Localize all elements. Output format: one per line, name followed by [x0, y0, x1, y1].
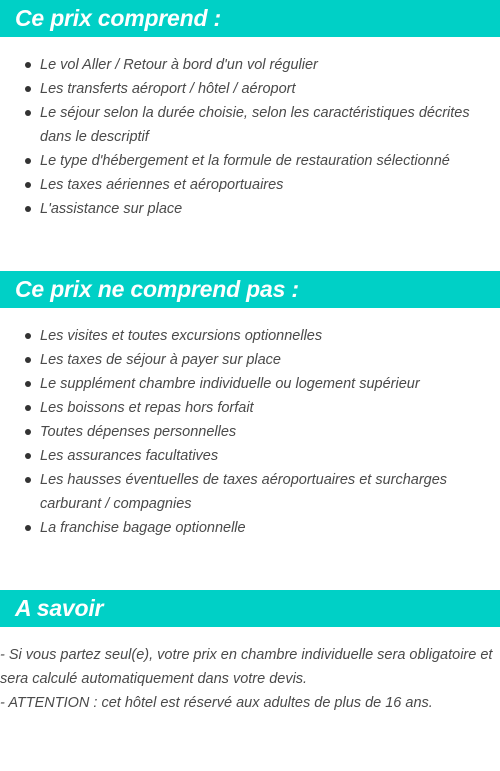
list-item: Les taxes de séjour à payer sur place — [0, 348, 500, 372]
bullet-icon — [25, 477, 31, 483]
bullet-icon — [25, 86, 31, 92]
bullet-icon — [25, 429, 31, 435]
excluded-list — [0, 324, 500, 540]
info-header — [0, 590, 500, 627]
info-title: A savoir — [15, 595, 104, 621]
bullet-icon — [25, 525, 31, 531]
list-item: Le vol Aller / Retour à bord d'un vol régulier — [0, 53, 500, 77]
list-item: Le supplément chambre individuelle ou logement supérieur — [0, 372, 500, 396]
excluded-title: Ce prix ne comprend pas : — [15, 276, 299, 302]
list-item: Les hausses éventuelles de taxes aéroportuaires et surcharges carburant / compagnies — [0, 468, 500, 516]
list-item: Toutes dépenses personnelles — [0, 420, 500, 444]
bullet-icon — [25, 357, 31, 363]
list-item: Le type d'hébergement et la formule de restauration sélectionné — [0, 149, 500, 173]
info-note-single-room: - Si vous partez seul(e), votre prix en chambre individuelle sera obligatoire et sera calculé automatiquement dans votre devis. — [0, 647, 493, 687]
excluded-header — [0, 271, 500, 308]
bullet-icon — [25, 453, 31, 459]
included-list — [0, 53, 500, 221]
list-item: Les assurances facultatives — [0, 444, 500, 468]
info-note-adults-only: - ATTENTION : cet hôtel est réservé aux adultes de plus de 16 ans. — [0, 695, 433, 711]
bullet-icon — [25, 405, 31, 411]
list-item: Le séjour selon la durée choisie, selon les caractéristiques décrites dans le descriptif — [0, 101, 500, 149]
bullet-icon — [25, 381, 31, 387]
bullet-icon — [25, 110, 31, 116]
list-item: Les visites et toutes excursions optionnelles — [0, 324, 500, 348]
included-section — [0, 0, 500, 221]
info-section — [0, 590, 500, 715]
bullet-icon — [25, 182, 31, 188]
included-title: Ce prix comprend : — [15, 5, 221, 31]
info-notes — [0, 643, 500, 715]
bullet-icon — [25, 333, 31, 339]
bullet-icon — [25, 62, 31, 68]
bullet-icon — [25, 206, 31, 212]
bullet-icon — [25, 158, 31, 164]
excluded-section — [0, 271, 500, 540]
list-item: L'assistance sur place — [0, 197, 500, 221]
list-item: La franchise bagage optionnelle — [0, 516, 500, 540]
list-item: Les taxes aériennes et aéroportuaires — [0, 173, 500, 197]
list-item: Les boissons et repas hors forfait — [0, 396, 500, 420]
list-item: Les transferts aéroport / hôtel / aéroport — [0, 77, 500, 101]
included-header — [0, 0, 500, 37]
